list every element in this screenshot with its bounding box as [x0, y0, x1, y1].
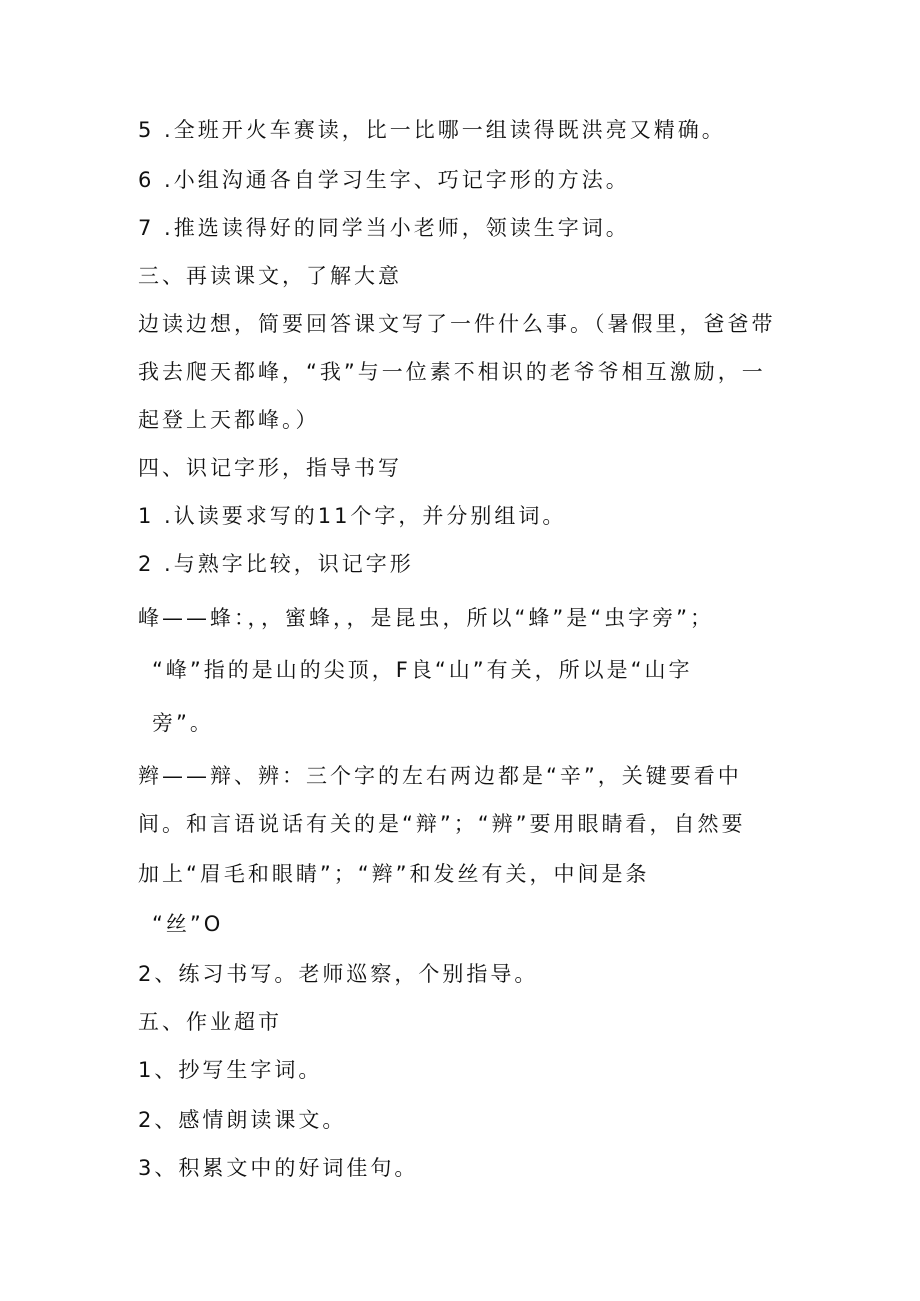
- paragraph-bian-line-4: “丝”O: [152, 912, 224, 936]
- paragraph-bian-line-1: 辫——辩、辨：三个字的左右两边都是“辛”，关键要看中: [138, 764, 742, 788]
- homework-item-1: 1、抄写生字词。: [138, 1058, 323, 1082]
- paragraph-bian-line-3: 加上“眉毛和眼睛”；“辫”和发丝有关，中间是条: [138, 862, 650, 886]
- paragraph-item-2: 2 .与熟字比较，识记字形: [138, 552, 414, 576]
- paragraph-practice: 2、练习书写。老师巡察，个别指导。: [138, 962, 539, 986]
- paragraph-feng-line-1: 峰——蜂：，，蜜蜂，，是昆虫，所以“蜂”是“虫字旁”；: [138, 606, 715, 630]
- paragraph-feng-line-3: 旁”。: [152, 711, 214, 735]
- paragraph-summary-line-2: 我去爬天都峰，“我”与一位素不相识的老爷爷相互激励，一: [138, 360, 766, 384]
- paragraph-item-1: 1 .认读要求写的11个字，并分别组词。: [138, 504, 567, 528]
- homework-item-3: 3、积累文中的好词佳句。: [138, 1156, 419, 1180]
- paragraph-bian-line-2: 间。和言语说话有关的是“辩”；“辨”要用眼睛看，自然要: [138, 812, 746, 836]
- paragraph-step-6: 6 .小组沟通各自学习生字、巧记字形的方法。: [138, 168, 630, 192]
- paragraph-step-5: 5 .全班开火车赛读，比一比哪一组读得既洪亮又精确。: [138, 118, 726, 142]
- paragraph-summary-line-3: 起登上天都峰。）: [138, 408, 320, 432]
- section-heading-3: 三、再读课文，了解大意: [138, 264, 402, 288]
- homework-item-2: 2、感情朗读课文。: [138, 1108, 347, 1132]
- paragraph-summary-line-1: 边读边想，简要回答课文写了一件什么事。（暑假里，爸爸带: [138, 312, 776, 336]
- paragraph-step-7: 7 .推选读得好的同学当小老师，领读生字词。: [138, 216, 630, 240]
- section-heading-5: 五、作业超市: [138, 1010, 282, 1034]
- paragraph-feng-line-2: “峰”指的是山的尖顶，F良“山”有关，所以是“山字: [152, 658, 693, 682]
- section-heading-4: 四、识记字形，指导书写: [138, 456, 402, 480]
